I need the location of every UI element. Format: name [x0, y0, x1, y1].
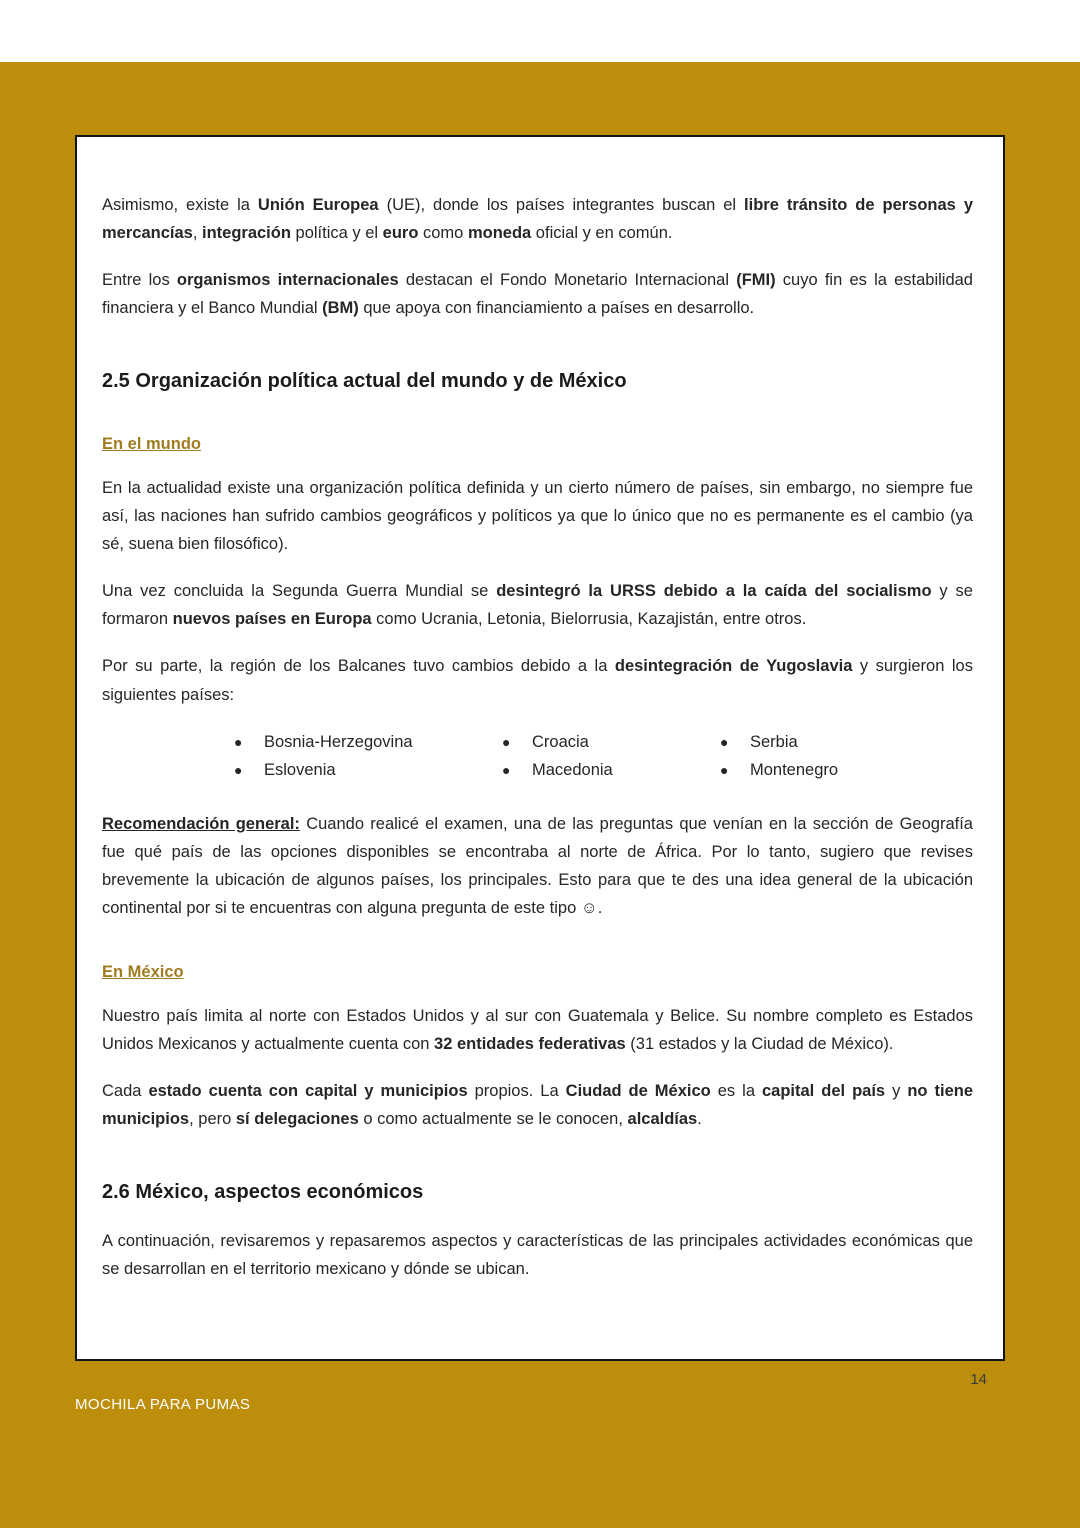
paragraph-recomendacion-general [102, 810, 973, 922]
top-margin-strip [0, 0, 1080, 62]
paragraph-actualidad [102, 474, 973, 558]
paragraph-organismos-internacionales [102, 266, 973, 322]
list-item-label: Montenegro [750, 760, 839, 779]
text-segment: es la [710, 1081, 762, 1100]
subheading-en-el-mundo: En el mundo [102, 435, 201, 454]
bullet-icon: ● [502, 761, 511, 778]
text-segment: euro [382, 224, 419, 243]
list-item-label: Croacia [532, 732, 589, 751]
bullet-icon: ● [502, 733, 511, 750]
text-segment: Cuando realicé el examen, una de las preguntas que venían en la sección de Geografía fue qué país de las opciones disponibles se encontraba al norte de África. Por lo tanto, sugiero que revises brevemente la ubicación de algunos países, los principales. Esto para que te des una idea general de la ubicación continental por si te encuentras con alguna pregunta de este tipo [102, 814, 973, 917]
text-segment: (BM) [322, 299, 359, 318]
text-segment: Cada [102, 1081, 149, 1100]
list-item-croacia [502, 728, 720, 756]
text-segment: Ciudad de México [565, 1081, 711, 1100]
bullet-column-2 [502, 728, 720, 784]
paragraph-aspectos-economicos [102, 1227, 973, 1283]
text-segment: sí delegaciones [235, 1109, 359, 1128]
paragraph-estados-municipios [102, 1077, 973, 1133]
text-segment: política y el [290, 224, 383, 243]
text-segment: como [418, 224, 468, 243]
text-segment: A continuación, revisaremos y repasaremos aspectos y características de las principales actividades económicas que se desarrollan en el territorio mexicano y dónde se ubican. [102, 1231, 973, 1279]
text-segment: y [885, 1081, 908, 1100]
text-segment: . [597, 898, 603, 917]
bullet-icon: ● [720, 761, 729, 778]
text-segment: destacan el Fondo Monetario Internacional [398, 271, 737, 290]
text-segment: Nuestro país limita al norte con Estados Unidos y al sur con Guatemala y Belice. Su nombre completo es Estados Unidos Mexicanos y actualmente cuenta con [102, 1006, 973, 1053]
paragraph-limites-mexico [102, 1002, 973, 1058]
paragraph-balcanes [102, 652, 973, 708]
list-item-label: Serbia [750, 732, 798, 751]
text-segment: Entre los [102, 271, 177, 290]
section-heading-2-6: 2.6 México, aspectos económicos [102, 1180, 424, 1203]
text-segment: (31 estados y la Ciudad de México). [625, 1034, 894, 1053]
text-segment: Recomendación general: [102, 814, 300, 833]
text-segment: Por su parte, la región de los Balcanes tuvo cambios debido a la [102, 657, 615, 676]
text-segment: y surgieron los siguientes países: [102, 657, 973, 704]
page-number: 14 [970, 1371, 987, 1388]
bullet-icon: ● [234, 761, 243, 778]
text-segment: que apoya con financiamiento a países en desarrollo. [358, 299, 755, 318]
paragraph-urss [102, 577, 973, 633]
bullet-icon: ● [720, 733, 729, 750]
text-segment: y se formaron [102, 582, 973, 629]
country-bullet-list [102, 728, 973, 784]
bullet-column-3 [720, 728, 973, 784]
bullet-icon: ● [234, 733, 243, 750]
text-segment: Unión Europea [257, 196, 379, 214]
subheading-en-mexico: En México [102, 962, 184, 981]
text-segment: como Ucrania, Letonia, Bielorrusia, Kazajistán, entre otros. [371, 610, 807, 629]
text-segment: cuyo fin es la estabilidad financiera y el Banco Mundial [102, 271, 973, 318]
section-heading-2-5: 2.5 Organización política actual del mundo y de México [102, 370, 627, 393]
text-segment: no tiene municipios [102, 1081, 974, 1128]
text-segment: moneda [467, 224, 532, 243]
text-segment: 32 entidades federativas [434, 1034, 626, 1053]
text-segment: , [192, 224, 202, 243]
text-segment: organismos internacionales [176, 271, 399, 290]
text-segment: integración [202, 224, 291, 243]
text-segment: (FMI) [736, 271, 776, 290]
list-item-eslovenia [234, 756, 502, 784]
smiley-icon: ☺ [580, 898, 598, 917]
gold-background [0, 62, 1080, 1528]
text-segment: , pero [189, 1109, 236, 1128]
brand-footer: MOCHILA PARA PUMAS [75, 1396, 251, 1413]
text-segment: estado cuenta con capital y municipios [148, 1081, 468, 1100]
document-page [75, 135, 1005, 1361]
text-segment: alcaldías [627, 1109, 698, 1128]
list-item-label: Bosnia-Herzegovina [264, 732, 413, 751]
text-segment: desintegración de Yugoslavia [614, 657, 853, 676]
text-segment: Asimismo, existe la [102, 196, 258, 214]
list-item-serbia [720, 728, 973, 756]
text-segment: nuevos países en Europa [172, 610, 372, 629]
text-segment: oficial y en común. [531, 224, 673, 243]
bullet-column-1 [234, 728, 502, 784]
list-item-label: Eslovenia [264, 760, 336, 779]
text-segment: capital del país [762, 1081, 886, 1100]
text-segment: En la actualidad existe una organización política definida y un cierto número de países, sin embargo, no siempre fue así, las naciones han sufrido cambios geográficos y políticos ya que lo único que no es permanente es el cambio (ya sé, suena bien filosófico). [102, 479, 973, 554]
list-item-bosnia-herzegovina [234, 728, 502, 756]
text-segment: . [697, 1109, 702, 1128]
list-item-macedonia [502, 756, 720, 784]
text-segment: o como actualmente se le conocen, [358, 1109, 628, 1128]
text-segment: Una vez concluida la Segunda Guerra Mundial se [102, 582, 497, 601]
text-segment: desintegró la URSS debido a la caída del socialismo [496, 582, 932, 601]
list-item-montenegro [720, 756, 973, 784]
list-item-label: Macedonia [532, 760, 613, 779]
text-segment: propios. La [467, 1081, 566, 1100]
text-segment: libre tránsito de personas y mercancías [102, 196, 973, 243]
paragraph-union-europea [102, 191, 973, 247]
text-segment: (UE), donde los países integrantes buscan el [378, 196, 745, 214]
